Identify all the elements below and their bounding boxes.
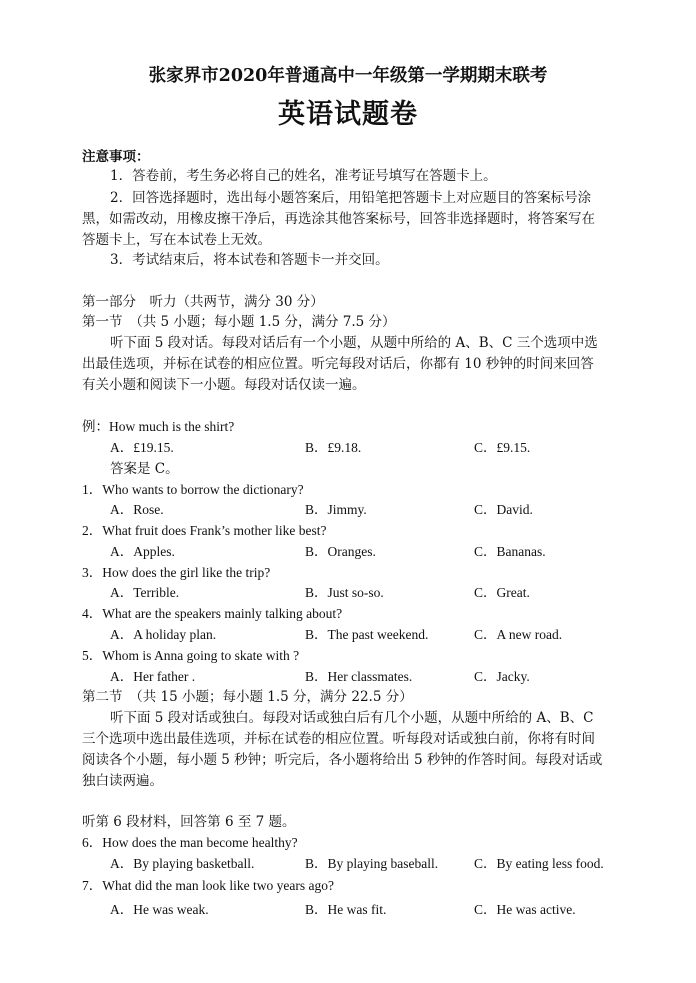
option-b: B．The past weekend.: [305, 627, 429, 642]
section1-heading: 第一节 （共 5 小题；每小题 1.5 分，满分 7.5 分）: [82, 314, 396, 330]
option-c: C．Bananas.: [474, 544, 546, 559]
option-a: A．Rose.: [110, 502, 164, 517]
section1-instruction: 有关小题和阅读下一小题。每段对话仅读一遍。: [82, 377, 366, 393]
section1-instruction: 听下面 5 段对话。每段对话后有一个小题，从题中所给的 A、B、C 三个选项中选: [110, 335, 598, 351]
question-4: 4．What are the speakers mainly talking about?: [82, 606, 343, 621]
material-6-label: 听第 6 段材料，回答第 6 至 7 题。: [82, 814, 296, 830]
notice-line: 1．答卷前，考生务必将自己的姓名，准考证号填写在答题卡上。: [110, 168, 497, 184]
question-1: 1．Who wants to borrow the dictionary?: [82, 482, 304, 497]
option-c: C．A new road.: [474, 627, 563, 642]
question-7: 7．What did the man look like two years ago?: [82, 878, 334, 893]
option-c: C．He was active.: [474, 902, 576, 917]
option-b: B．Just so-so.: [305, 585, 384, 600]
section2-heading: 第二节 （共 15 小题；每小题 1.5 分，满分 22.5 分）: [82, 689, 413, 705]
option-b: B．Oranges.: [305, 544, 376, 559]
question-2: 2．What fruit does Frank’s mother like best?: [82, 523, 327, 538]
option-b: B．£9.18.: [305, 440, 362, 455]
option-c: C．By eating less food.: [474, 856, 604, 871]
example-answer: 答案是 C。: [110, 461, 179, 477]
exam-title: 张家界市2020年普通高中一年级第一学期期末联考: [148, 66, 548, 86]
notice-line: 黑，如需改动，用橡皮擦干净后，再选涂其他答案标号，回答非选择题时，将答案写在: [82, 211, 595, 227]
question-6: 6．How does the man become healthy?: [82, 835, 298, 850]
question-3: 3．How does the girl like the trip?: [82, 565, 271, 580]
option-a: A．Her father .: [110, 669, 196, 684]
option-c: C．Great.: [474, 585, 530, 600]
option-c: C．Jacky.: [474, 669, 530, 684]
notice-line: 答题卡上，写在本试卷上无效。: [82, 232, 271, 248]
section2-instruction: 独白读两遍。: [82, 773, 163, 789]
section2-instruction: 听下面 5 段对话或独白。每段对话或独白后有几个小题，从题中所给的 A、B、C: [110, 710, 594, 726]
option-a: A．A holiday plan.: [110, 627, 217, 642]
option-b: B．He was fit.: [305, 902, 387, 917]
option-c: C．David.: [474, 502, 533, 517]
option-a: A．£19.15.: [110, 440, 174, 455]
notice-heading: 注意事项：: [82, 149, 150, 165]
section2-instruction: 三个选项中选出最佳选项，并标在试卷的相应位置。听每段对话或独白前，你将有时间: [82, 731, 595, 747]
part1-heading: 第一部分 听力（共两节，满分 30 分）: [82, 294, 324, 310]
example-question: 例：How much is the shirt?: [82, 419, 235, 434]
option-a: A．Apples.: [110, 544, 175, 559]
notice-line: 2．回答选择题时，选出每小题答案后，用铅笔把答题卡上对应题目的答案标号涂: [110, 190, 592, 206]
option-b: B．By playing baseball.: [305, 856, 439, 871]
notice-line: 3．考试结束后，将本试卷和答题卡一并交回。: [110, 252, 389, 268]
option-b: B．Jimmy.: [305, 502, 367, 517]
question-5: 5．Whom is Anna going to skate with ?: [82, 648, 300, 663]
option-a: A．By playing basketball.: [110, 856, 255, 871]
section2-instruction: 阅读各个小题，每小题 5 秒钟；听完后，各小题将给出 5 秒钟的作答时间。每段对话或: [82, 752, 603, 768]
option-a: A．Terrible.: [110, 585, 180, 600]
option-c: C．£9.15.: [474, 440, 531, 455]
section1-instruction: 出最佳选项，并标在试卷的相应位置。听完每段对话后，你都有 10 秒钟的时间来回答: [82, 356, 594, 372]
option-b: B．Her classmates.: [305, 669, 413, 684]
exam-subtitle: 英语试题卷: [278, 99, 418, 130]
option-a: A．He was weak.: [110, 902, 209, 917]
